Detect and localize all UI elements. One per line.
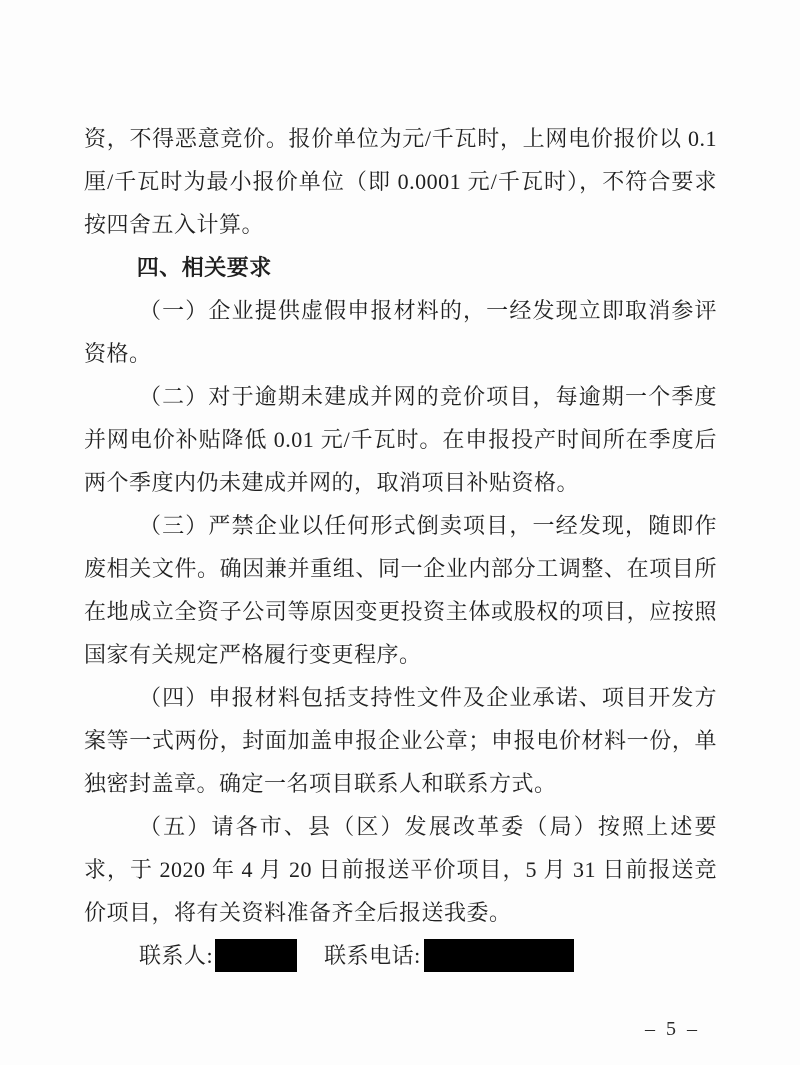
paragraph-item-1: （一）企业提供虚假申报材料的，一经发现立即取消参评资格。 [84, 298, 717, 366]
paragraph-item-5: （五）请各市、县（区）发展改革委（局）按照上述要求，于 2020 年 4 月 20 日前报送平价项目，5 月 31 日前报送竞价项目，将有关资料准备齐全后报送我委。 [84, 814, 717, 925]
paragraph-continuation: 资，不得恶意竞价。报价单位为元/千瓦时，上网电价报价以 0.1 厘/千瓦时为最小报价单位（即 0.0001 元/千瓦时），不符合要求按四舍五入计算。 [84, 126, 717, 237]
contact-phone-label: 联系电话: [324, 943, 421, 968]
redacted-contact-name [215, 939, 297, 972]
page-number: – 5 – [645, 1018, 700, 1040]
section-heading: 四、相关要求 [136, 255, 272, 280]
redacted-contact-phone [424, 939, 574, 972]
paragraph-item-3: （三）严禁企业以任何形式倒卖项目，一经发现，随即作废相关文件。确因兼并重组、同一企业内部分工调整、在项目所在地成立全资子公司等原因变更投资主体或股权的项目，应按照国家有关规定严格履行变更程序。 [84, 513, 717, 667]
paragraph-item-4: （四）申报材料包括支持性文件及企业承诺、项目开发方案等一式两份，封面加盖申报企业公章；申报电价材料一份，单独密封盖章。确定一名项目联系人和联系方式。 [84, 685, 717, 796]
contact-person-label: 联系人: [139, 943, 214, 968]
contact-line [84, 934, 717, 977]
paragraph-item-2: （二）对于逾期未建成并网的竞价项目，每逾期一个季度并网电价补贴降低 0.01 元/千瓦时。在申报投产时间所在季度后两个季度内仍未建成并网的，取消项目补贴资格。 [84, 384, 717, 495]
document-body [84, 117, 717, 977]
